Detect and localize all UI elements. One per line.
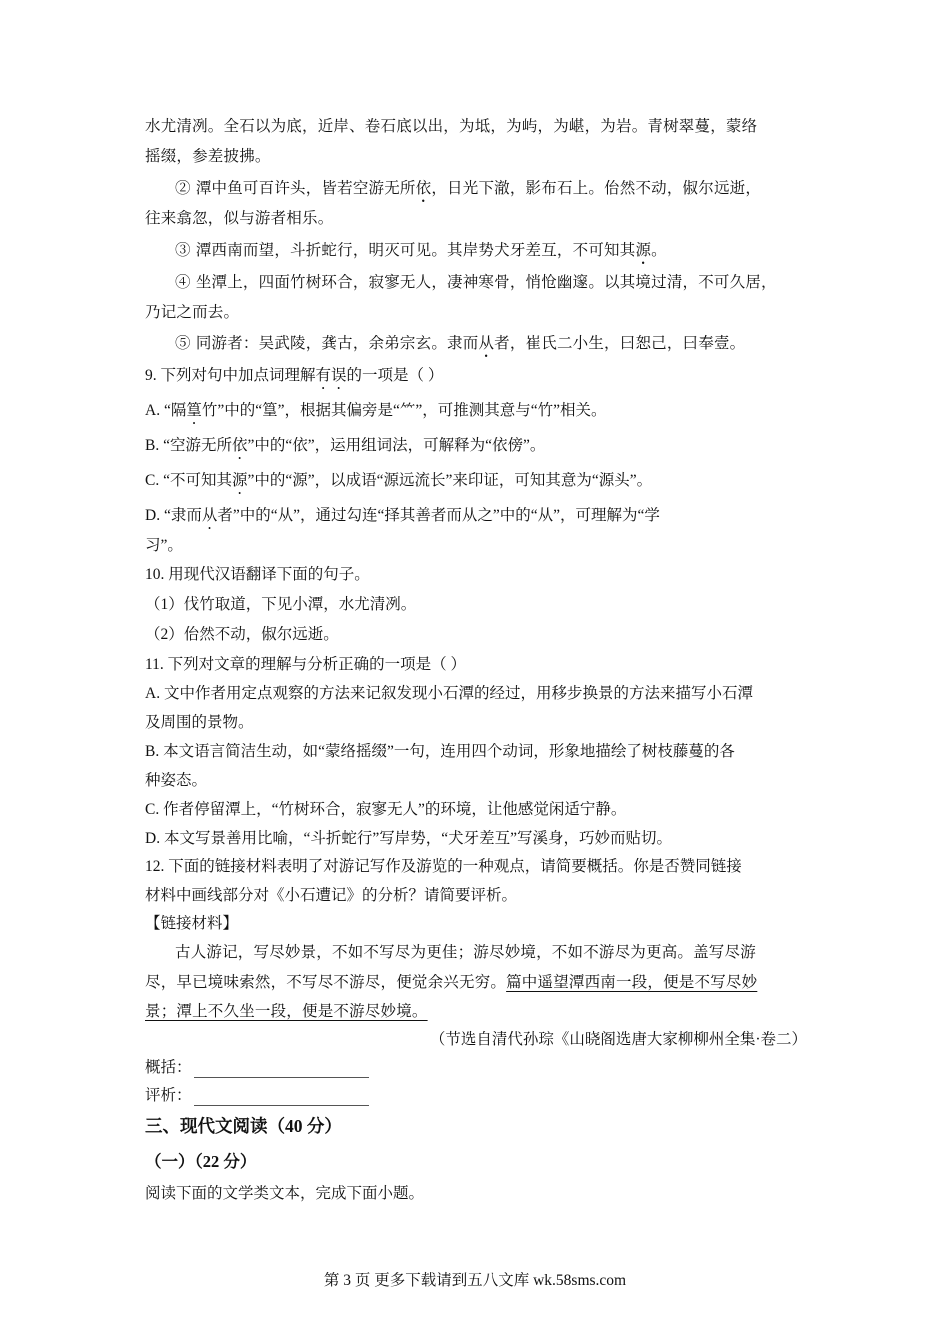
question-11-option-d: D. 本文写景善用比喻，“斗折蛇行”写岸势，“犬牙差互”写溪身，巧妙而贴切。 — [145, 830, 672, 847]
question-12-stem: 12. 下面的链接材料表明了对游记写作及游览的一种观点，请简要概括。你是否赞同链接 — [145, 858, 742, 875]
question-11-option-a: A. 文中作者用定点观察的方法来记叙发现小石潭的经过，用移步换景的方法来描写小石潭 — [145, 685, 753, 702]
subsection-title: （一）（22 分） — [145, 1152, 257, 1171]
page-footer: 第 3 页 更多下载请到五八文库 wk.58sms.com — [323, 1272, 627, 1289]
summary-answer-row — [145, 1058, 807, 1078]
section-title: 三、现代文阅读（40 分） — [145, 1116, 342, 1136]
section-instruction: 阅读下面的文学类文本，完成下面小题。 — [145, 1185, 425, 1202]
passage-line: 摇缀，参差披拂。 — [145, 147, 271, 165]
passage-paragraph-2: ② 潭中鱼可百许头，皆若空游无所依，日光下澈，影布石上。佁然不动，俶尔远逝， — [175, 179, 762, 197]
summary-label: 概括： — [145, 1059, 192, 1076]
material-line — [145, 1001, 807, 1021]
question-9-option-b: B. “空游无所依”中的“依”，运用组词法，可解释为“依傍”。 — [145, 437, 546, 454]
question-11-option-a-cont: 及周围的景物。 — [145, 714, 254, 731]
question-9-option-d: D. “隶而从者”中的“从”，通过勾连“择其善者而从之”中的“从”，可理解为“学 — [145, 507, 660, 524]
summary-answer-blank[interactable] — [194, 1063, 369, 1078]
passage-line: 水尤清冽。全石以为底，近岸、卷石底以出，为坻，为屿，为嵁，为岩。青树翠蔓，蒙络 — [145, 117, 758, 135]
material-line: 尽，早已境味索然，不写尽不游尽，便觉余兴无穷。篇中遥望潭西南一段，便是不写尽妙 — [145, 973, 758, 991]
evaluation-answer-blank[interactable] — [194, 1091, 369, 1106]
question-11-option-b: B. 本文语言简洁生动，如“蒙络摇缀”一句，连用四个动词，形象地描绘了树枝藤蔓的各 — [145, 743, 735, 760]
material-source: （节选自清代孙琮《山晓阁选唐大家柳柳州全集·卷二） — [429, 1031, 807, 1048]
question-9-option-d-cont: 习”。 — [145, 537, 183, 554]
dotted-word: 从 — [478, 334, 495, 352]
question-10-stem: 10. 用现代汉语翻译下面的句子。 — [145, 566, 370, 583]
evaluation-label: 评析： — [145, 1087, 192, 1104]
question-9-option-a: A. “隔篁竹”中的“篁”，根据其偏旁是“⺮”，可推测其意与“竹”相关。 — [145, 402, 607, 419]
question-9-stem: 9. 下列对句中加点词理解有误的一项是（ ） — [145, 367, 444, 384]
passage-paragraph-4: ④ 坐潭上，四面竹树环合，寂寥无人，凄神寒骨，悄怆幽邃。以其境过清，不可久居， — [175, 273, 777, 291]
passage-line: 往来翕忽，似与游者相乐。 — [145, 209, 334, 227]
material-title: 【链接材料】 — [145, 915, 239, 932]
question-10-sentence-2: （2）佁然不动，俶尔远逝。 — [145, 626, 339, 643]
underlined-text: 景；潭上不久坐一段，便是不游尽妙境。 — [145, 1002, 428, 1020]
passage-paragraph-3: ③ 潭西南而望，斗折蛇行，明灭可见。其岸势犬牙差互，不可知其源。 — [175, 241, 667, 259]
evaluation-answer-row — [145, 1086, 807, 1106]
underlined-text: 篇中遥望潭西南一段，便是不写尽妙 — [506, 973, 758, 991]
question-11-option-b-cont: 种姿态。 — [145, 772, 208, 789]
question-10-sentence-1: （1）伐竹取道，下见小潭，水尤清冽。 — [145, 596, 417, 613]
passage-line: 乃记之而去。 — [145, 303, 240, 321]
question-11-stem: 11. 下列对文章的理解与分析正确的一项是（ ） — [145, 656, 467, 673]
question-9-option-c: C. “不可知其源”中的“源”，以成语“源远流长”来印证，可知其意为“源头”。 — [145, 472, 653, 489]
dotted-word: 依 — [415, 179, 432, 197]
material-line: 古人游记，写尽妙景，不如不写尽为更佳；游尽妙境，不如不游尽为更高。盖写尽游 — [175, 943, 756, 961]
dotted-word: 源 — [635, 241, 652, 259]
question-11-option-c: C. 作者停留潭上，“竹树环合，寂寥无人”的环境，让他感觉闲适宁静。 — [145, 801, 627, 818]
passage-paragraph-5: ⑤ 同游者：吴武陵，龚古，余弟宗玄。隶而从者，崔氏二小生，曰恕己，曰奉壹。 — [175, 334, 746, 352]
question-12-stem-cont: 材料中画线部分对《小石遭记》的分析？请简要评析。 — [145, 887, 518, 904]
